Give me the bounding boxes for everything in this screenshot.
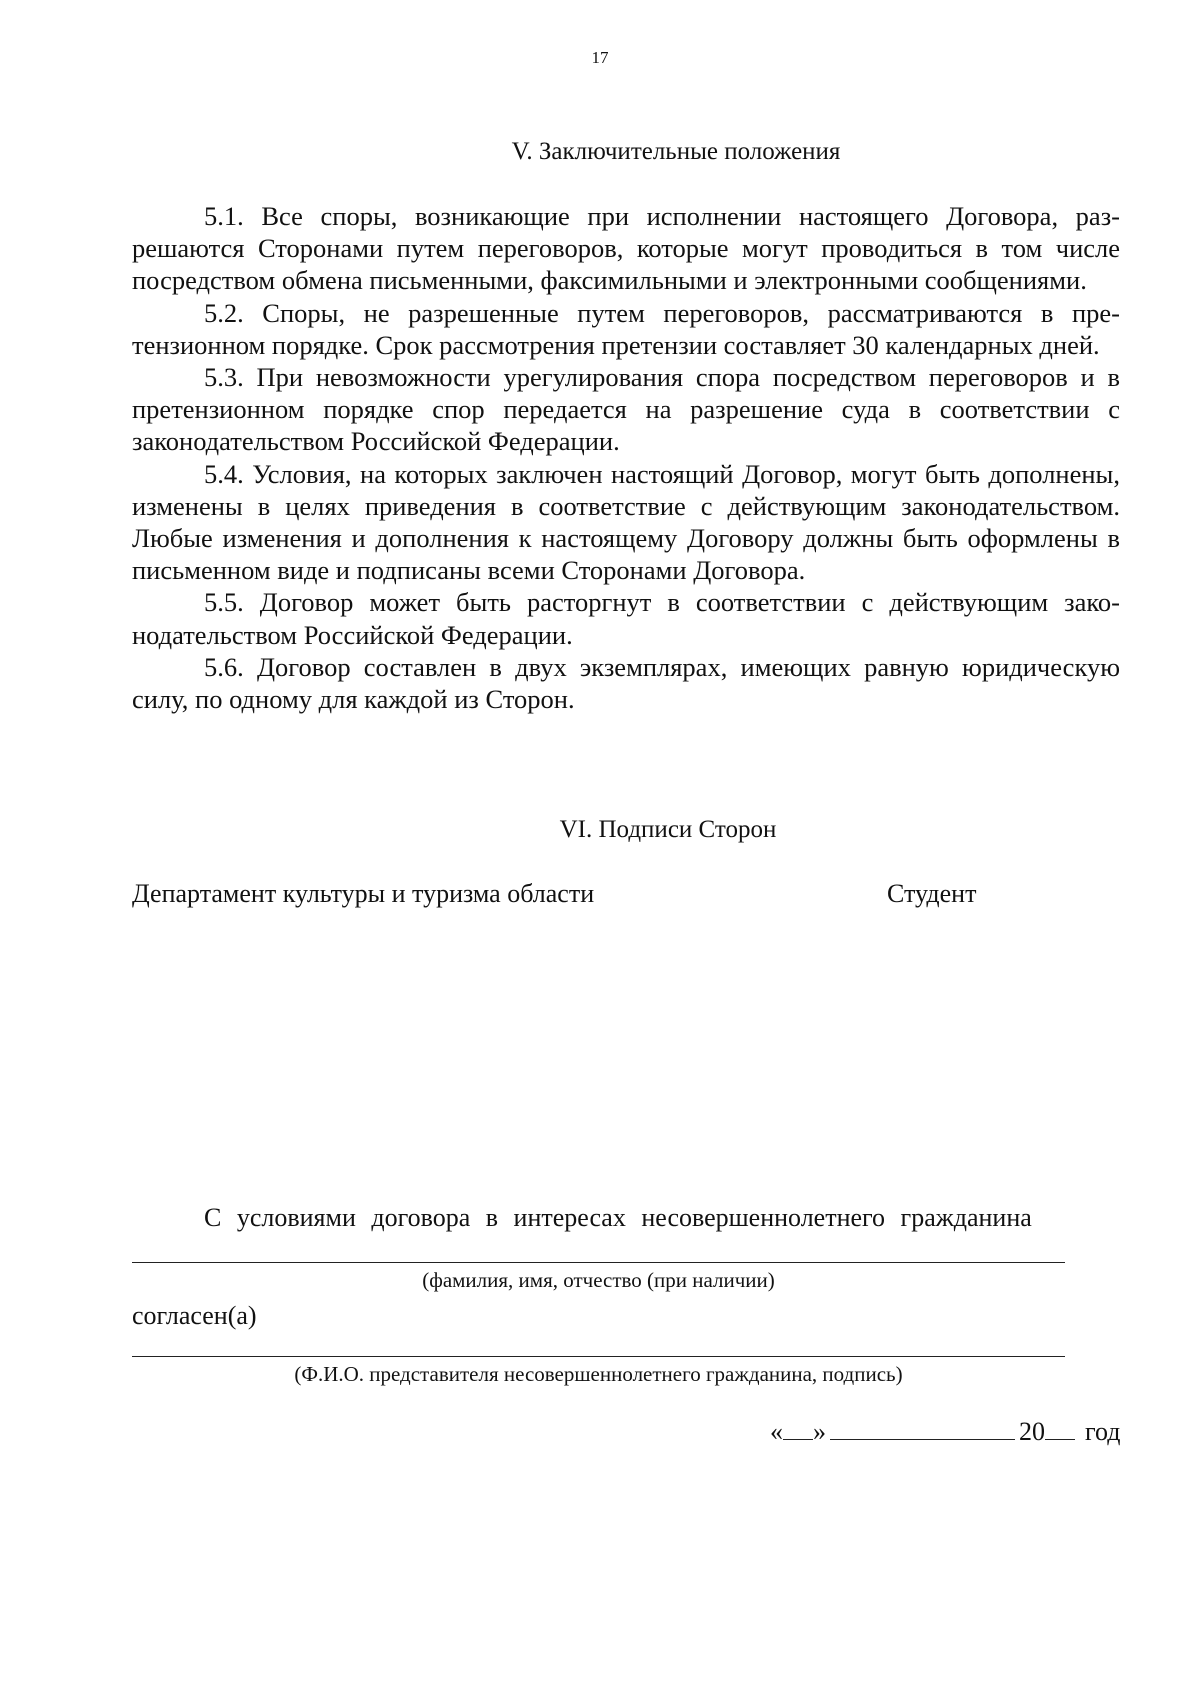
date-year-word: год — [1085, 1417, 1121, 1446]
date-close-quote: » — [813, 1417, 826, 1446]
date-day-blank[interactable] — [783, 1417, 813, 1440]
date-month-blank[interactable] — [830, 1417, 1015, 1440]
party-department: Департамент культуры и туризма области — [132, 879, 595, 908]
date-line — [770, 1417, 1121, 1447]
representative-caption: (Ф.И.О. представителя несовершеннолетнего гражданина, подпись) — [294, 1362, 903, 1386]
date-year-blank[interactable] — [1045, 1417, 1075, 1440]
paragraph-5-5: 5.5. Договор может быть расторгнут в соответствии с действующим законодательством Российской Федерации. — [132, 587, 1120, 650]
paragraph-5-6: 5.6. Договор составлен в двух экземплярах, имеющих равную юридическую силу, по одному для каждой из Сторон. — [132, 651, 1120, 715]
section-6-title: VI. Подписи Сторон — [559, 816, 777, 843]
page-number: 17 — [591, 48, 609, 67]
paragraph-5-2: 5.2. Споры, не разрешенные путем переговоров, рассматриваются в претензионном порядке. Срок рассмотрения претензии составляет 30 календарных дней. — [132, 297, 1120, 360]
name-signature-line[interactable] — [132, 1262, 1065, 1263]
paragraph-5-4: 5.4. Условия, на которых заключен настоящий Договор, могут быть дополнены, изменены в целях приведения в соответствие с действующим законодательством. Любые изменения и дополнения к настоящему Договору должны быть оформлены в письменном виде и подписаны всеми Сторонами Договора. — [132, 458, 1120, 586]
consent-statement: С условиями договора в интересах несовершеннолетнего гражданина — [204, 1203, 1032, 1232]
section-5-body — [132, 200, 1120, 715]
date-year-prefix: 20 — [1019, 1417, 1045, 1446]
paragraph-5-3: 5.3. При невозможности урегулирования спора посредством переговоров и в претензионном порядке спор передается на разрешение суда в соответствии с законодательством Российской Федерации. — [132, 362, 1120, 457]
section-5-title: V. Заключительные положения — [511, 138, 841, 165]
date-open-quote: « — [770, 1417, 783, 1446]
representative-signature-line[interactable] — [132, 1356, 1065, 1357]
party-student: Студент — [887, 879, 977, 908]
paragraph-5-1: 5.1. Все споры, возникающие при исполнении настоящего Договора, разрешаются Сторонами путем переговоров, которые могут проводиться в том числе посредством обмена письменными, факсимильными и электронными сообщениями. — [132, 201, 1120, 296]
agreed-label: согласен(а) — [132, 1301, 257, 1330]
name-caption: (фамилия, имя, отчество (при наличии) — [422, 1268, 775, 1292]
